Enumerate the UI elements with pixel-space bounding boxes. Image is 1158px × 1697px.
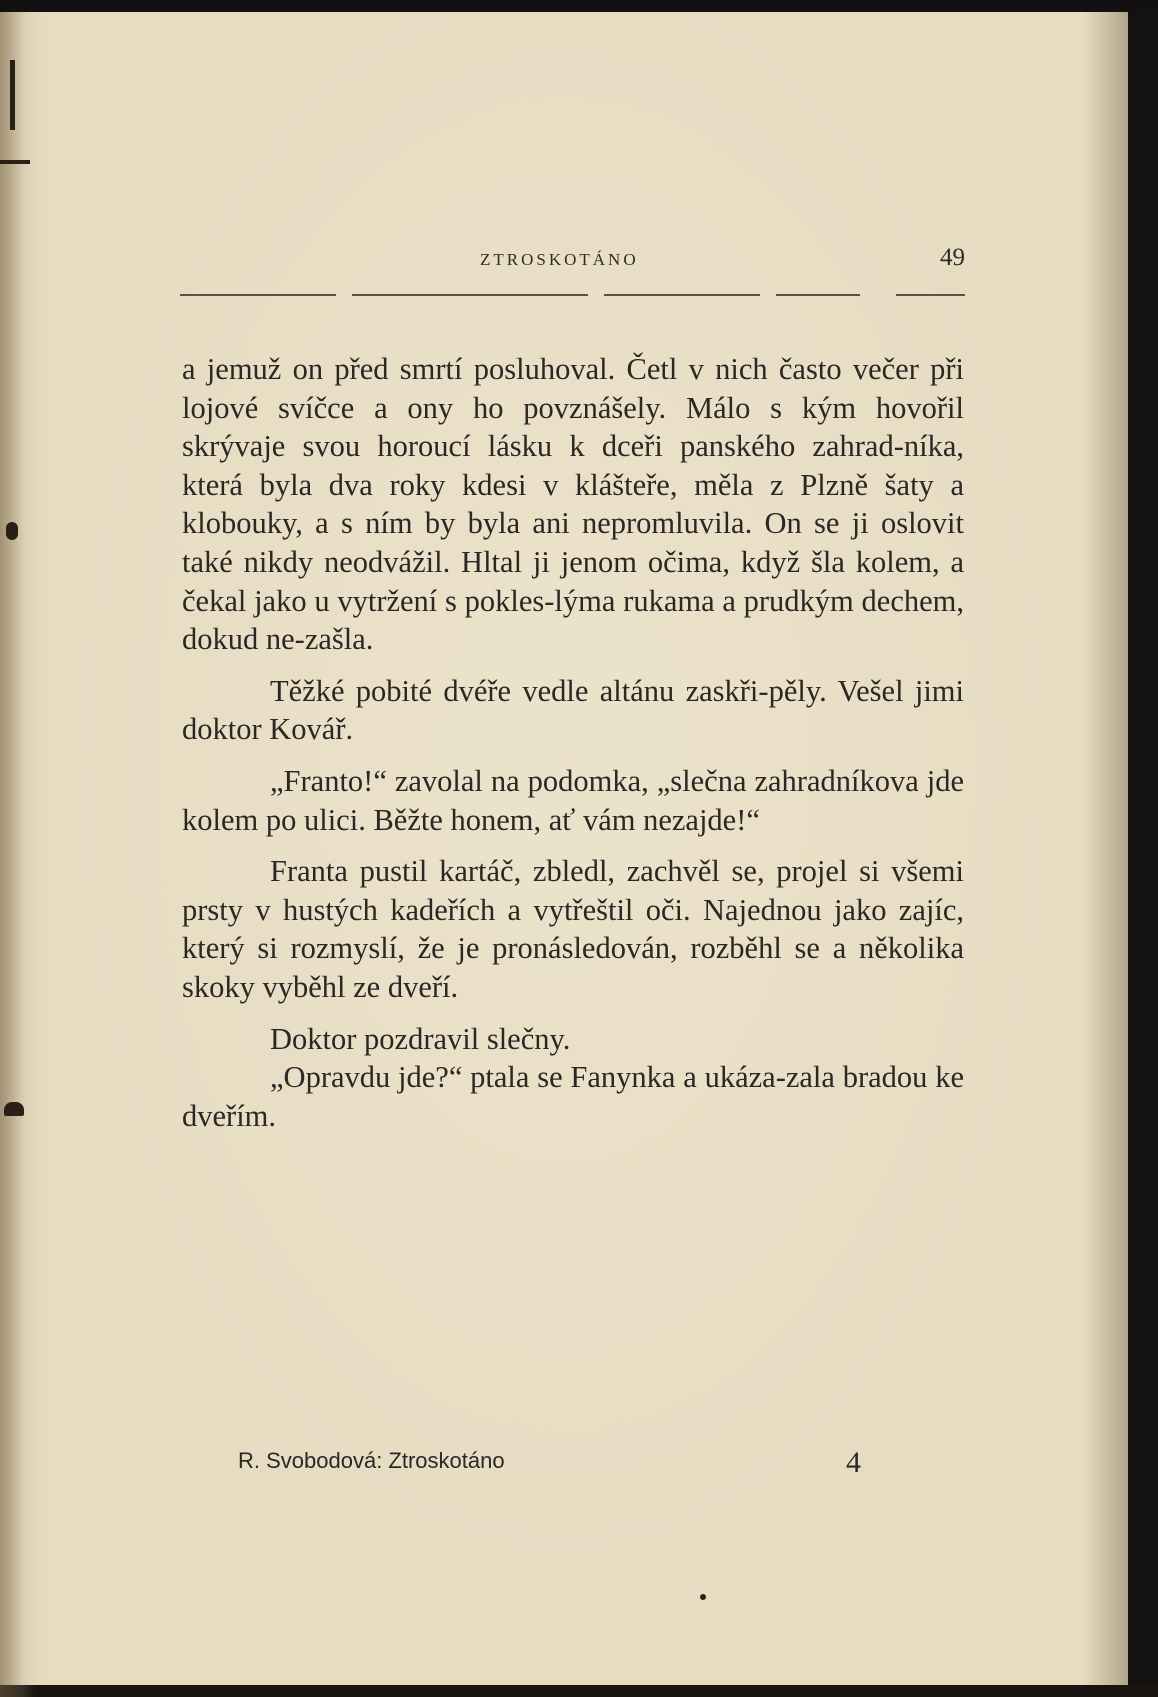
running-title: ZTROSKOTÁNO: [480, 250, 639, 269]
signature-number: 4: [846, 1446, 861, 1479]
page-header: [180, 244, 965, 280]
header-rule: [180, 294, 965, 296]
paragraph: Těžké pobité dvéře vedle altánu zaskři-pěly. Vešel jimi doktor Kovář.: [182, 673, 964, 747]
ink-speck: [700, 1594, 706, 1600]
page-footer: [238, 1446, 878, 1479]
paragraph: Franta pustil kartáč, zbledl, zachvěl se, projel si všemi prsty v hustých kadeřích a vytřeštil oči. Najednou jako zajíc, který si rozmyslí, že je pronásledován, rozběhl se a několika skoky vyběhl ze dveří.: [182, 854, 964, 1004]
binding-mark: [4, 1102, 24, 1116]
page-number: 49: [940, 244, 965, 271]
binding-mark: [0, 160, 30, 164]
page-binding-shadow: [0, 12, 34, 1697]
binding-mark: [10, 60, 15, 130]
body-text: [182, 350, 964, 1135]
paragraph: a jemuž on před smrtí posluhoval. Četl v nich často večer při lojové svíčce a ony ho povznášely. Málo s kým hovořil skrývaje svou horoucí lásku k dceři panského zahrad-níka, která byla dva roky kdesi v klášteře, měla z Plzně šaty a klobouky, a s ním by byla ani nepromluvila. On se ji oslovit také nikdy neodvážil. Hltal ji jenom očima, když šla kolem, a čekal jako u vytržení s pokles-lýma rukama a prudkým dechem, dokud ne-zašla.: [182, 352, 964, 657]
paragraph: „Franto!“ zavolal na podomka, „slečna zahradníkova jde kolem po ulici. Běžte honem, ať vám nezajde!“: [182, 763, 964, 837]
signature-mark: R. Svobodová: Ztroskotáno: [238, 1448, 505, 1473]
paragraph: „Opravdu jde?“ ptala se Fanynka a ukáza-zala bradou ke dveřím.: [182, 1060, 964, 1133]
paragraph: Doktor pozdravil slečny.: [270, 1021, 571, 1056]
binding-mark: [6, 522, 18, 540]
